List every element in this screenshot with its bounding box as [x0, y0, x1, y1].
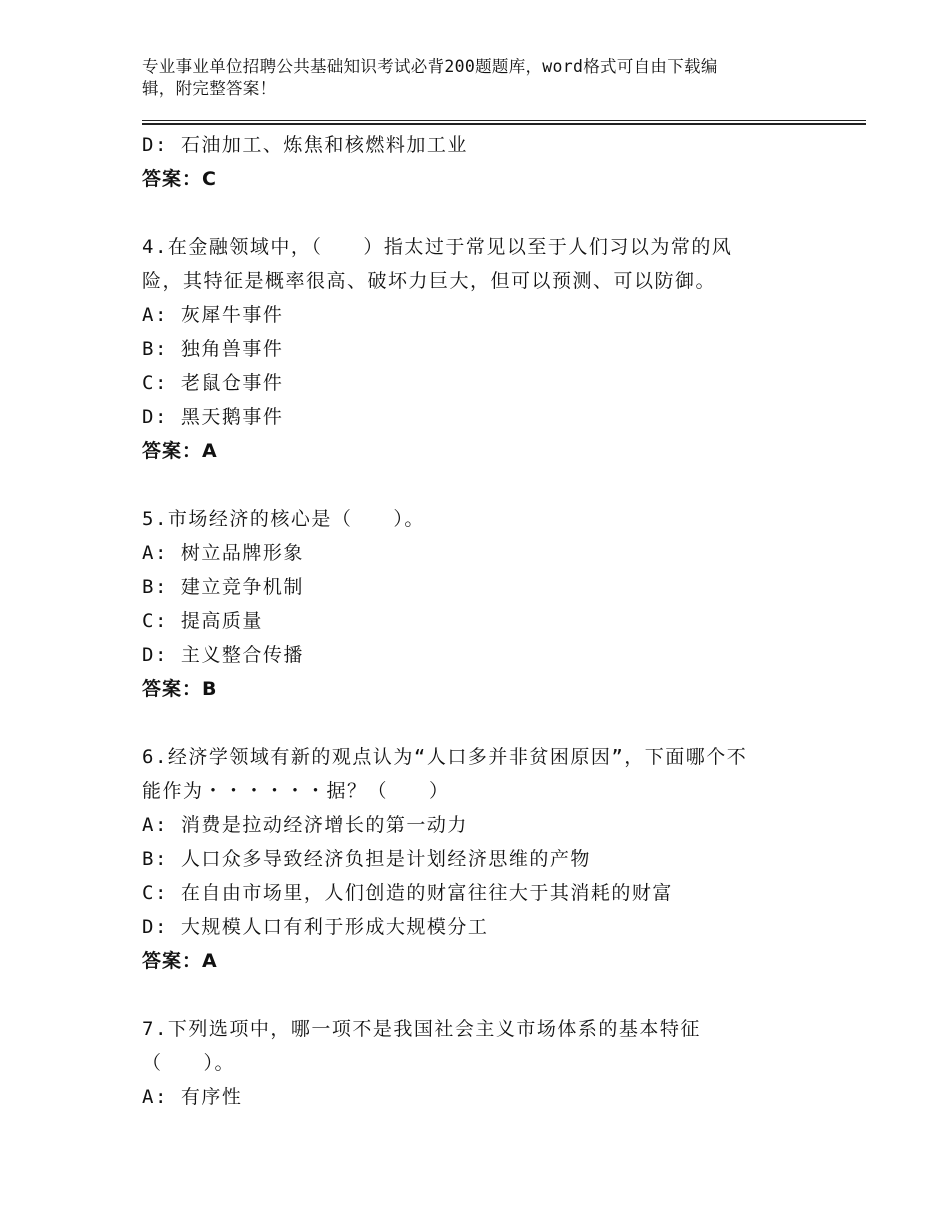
q5-option-d: D: 主义整合传播 — [142, 644, 304, 666]
q4-stem-line-1: 4.在金融领域中，（ ）指太过于常见以至于人们习以为常的风 — [142, 236, 733, 258]
q6-stem-line-1: 6.经济学领域有新的观点认为“人口多并非贫困原因”，下面哪个不 — [142, 746, 748, 768]
q5-answer: 答案：B — [142, 678, 218, 700]
q4-option-b: B: 独角兽事件 — [142, 338, 284, 360]
q5-stem: 5.市场经济的核心是（ ）。 — [142, 508, 425, 530]
q7-stem-line-1: 7.下列选项中，哪一项不是我国社会主义市场体系的基本特征 — [142, 1018, 701, 1040]
document-header — [142, 56, 792, 100]
header-line-1: 专业事业单位招聘公共基础知识考试必背200题题库，word格式可自由下载编 — [142, 57, 718, 76]
q6-option-d: D: 大规模人口有利于形成大规模分工 — [142, 916, 489, 938]
header-divider-thin — [142, 120, 866, 121]
question-content — [142, 128, 822, 1114]
q5-option-a: A: 树立品牌形象 — [142, 542, 304, 564]
header-divider-thick — [142, 123, 866, 125]
q6-option-c: C: 在自由市场里，人们创造的财富往往大于其消耗的财富 — [142, 882, 673, 904]
q6-option-b: B: 人口众多导致经济负担是计划经济思维的产物 — [142, 848, 591, 870]
q4-option-a: A: 灰犀牛事件 — [142, 304, 284, 326]
spacer — [142, 978, 822, 1012]
q5-option-c: C: 提高质量 — [142, 610, 263, 632]
q4-option-c: C: 老鼠仓事件 — [142, 372, 284, 394]
q3-answer: 答案：C — [142, 168, 217, 190]
q7-option-a: A: 有序性 — [142, 1086, 243, 1108]
header-line-2: 辑，附完整答案！ — [142, 79, 277, 98]
spacer — [142, 468, 822, 502]
spacer — [142, 706, 822, 740]
q7-stem-line-2: （ ）。 — [142, 1052, 236, 1074]
q4-option-d: D: 黑天鹅事件 — [142, 406, 284, 428]
q6-answer: 答案：A — [142, 950, 218, 972]
spacer — [142, 196, 822, 230]
q3-option-d: D: 石油加工、炼焦和核燃料加工业 — [142, 134, 468, 156]
q5-option-b: B: 建立竞争机制 — [142, 576, 304, 598]
q6-option-a: A: 消费是拉动经济增长的第一动力 — [142, 814, 468, 836]
q6-stem-line-2: 能作为・・・・・・据？（ ） — [142, 780, 450, 802]
q4-answer: 答案：A — [142, 440, 218, 462]
q4-stem-line-2: 险，其特征是概率很高、破坏力巨大，但可以预测、可以防御。 — [142, 270, 717, 292]
